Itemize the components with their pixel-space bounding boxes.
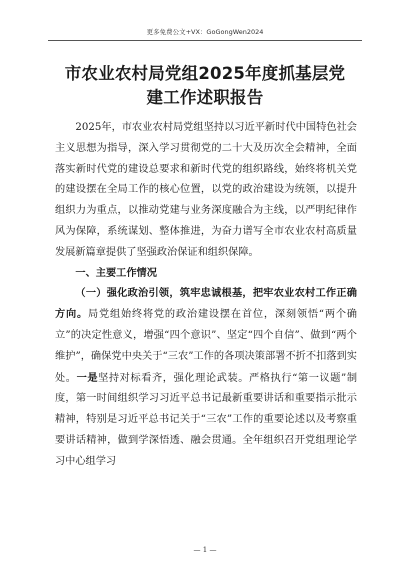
header-note: 更多免费公文+VX：GoGongWen2024: [146, 28, 264, 36]
section-heading: 一、主要工作情况: [75, 267, 157, 279]
subsection-heading: （一）强化政治引领，筑牢忠诚根基，把牢农业农村工作正确方向。: [55, 288, 357, 321]
subsection-text-b: 坚持对标看齐，强化理论武装。严格执行“第一议题”制度，第一时间组织学习习近平总书记最新重要讲话和重要指示批示精神，特别是习近平总书记关于“三农”工作的重要论述以及考察重要讲话精神，做到学深悟透、融会贯通。全年组织召开党组理论学习中心组学习: [55, 372, 358, 467]
subsection-paragraph: [55, 284, 357, 472]
intro-paragraph: 2025年，市农业农村局党组坚持以习近平新时代中国特色社会主义思想为指导，深入学习贯彻党的二十大及历次全会精神，全面落实新时代党的建设总要求和新时代党的组织路线，始终将机关党的建设摆在全局工作的核心位置，以党的政治建设为统领，以提升组织力为重点，以推动党建与业务深度融合为主线，以严明纪律作风为保障，系统谋划、整体推进，为奋力谱写全市农业农村高质量发展新篇章提供了坚强政治保证和组织保障。: [55, 122, 357, 258]
subsection-text-a: 局党组始终将党的政治建设摆在首位，深刻领悟“两个确立”的决定性意义，增强“四个意识”、坚定“四个自信”、做到“两个维护”，确保党中央关于“三农”工作的各项决策部署不折不扣落到实处。: [55, 309, 357, 384]
header-divider: [48, 40, 362, 41]
document-title: 市农业农村局党组2025年度抓基层党建工作述职报告: [64, 64, 346, 107]
document-body: [55, 118, 357, 473]
page-number: — 1 —: [193, 546, 217, 554]
ordinal-marker: 一是: [76, 371, 99, 384]
